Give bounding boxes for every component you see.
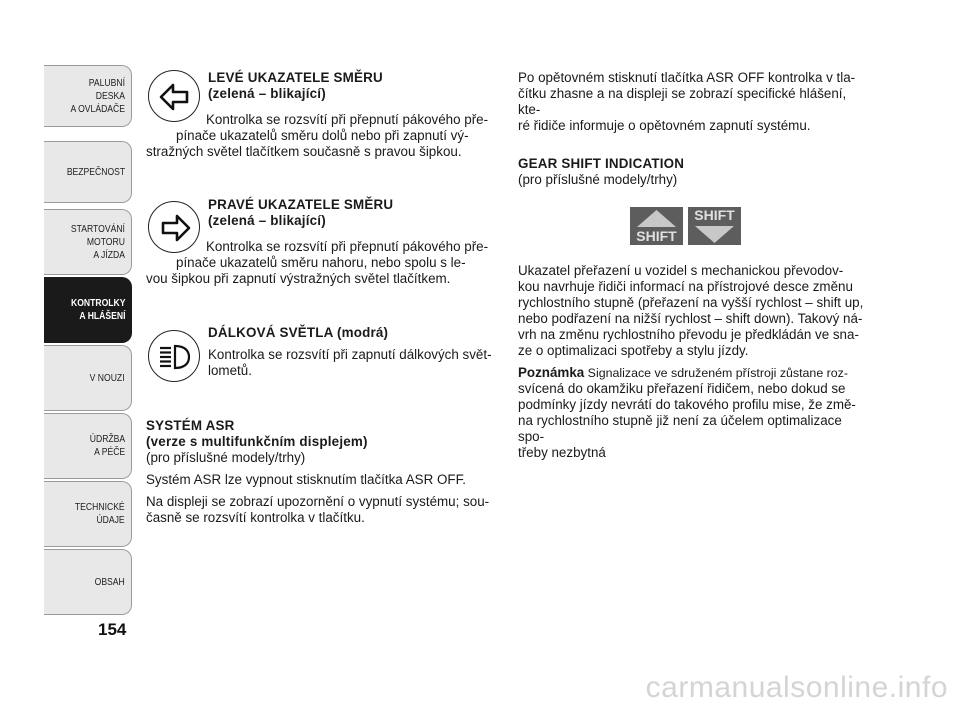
tab-label: V NOUZI — [90, 371, 125, 384]
page-number: 154 — [98, 620, 127, 639]
asr-intro-2: čítku zhasne a na displeji se zobrazí specifické hlášení, kte- — [518, 86, 847, 117]
turn-right-text-1: Kontrolka se rozsvítí při přepnutí pákového pře- — [206, 239, 489, 254]
tab-kontrolky[interactable] — [44, 277, 132, 343]
asr-intro-1: Po opětovném stisknutí tlačítka ASR OFF kontrolka v tla- — [518, 70, 856, 85]
turn-left-text-1: Kontrolka se rozsvítí při přepnutí pákového pře- — [206, 112, 489, 127]
tab-v-nouzi[interactable] — [44, 345, 132, 411]
tab-palubni-deska[interactable] — [44, 65, 132, 127]
asr-title: SYSTÉM ASR — [146, 418, 235, 433]
turn-left-text-2: pínače ukazatelů směru dolů nebo při zapnutí vý- — [176, 128, 469, 143]
asr-intro-3: ré řidiče informuje o opětovném zapnutí systému. — [518, 118, 811, 133]
gsi-desc-6: ze o optimalizaci spotřeby a stylu jízdy. — [518, 343, 749, 358]
shift-up-icon — [630, 207, 683, 245]
turn-left-subtitle: (zelená – blikající) — [208, 86, 326, 101]
tab-technicke[interactable] — [44, 481, 132, 547]
tab-obsah[interactable] — [44, 549, 132, 615]
turn-left-title: LEVÉ UKAZATELE SMĚRU — [208, 70, 383, 85]
asr-text-2: Na displeji se zobrazí upozornění o vypnutí systému; sou- — [146, 494, 490, 509]
gsi-desc-3: rychlostního stupně (přeřazení na vyšší rychlost – shift up, — [518, 295, 864, 310]
gsi-note-line-4: na rychlostního stupně již není za účelem optimalizace spo- — [518, 413, 842, 444]
tab-udrzba[interactable] — [44, 413, 132, 479]
shift-down-label: SHIFT — [694, 207, 735, 223]
asr-subtitle: (verze s multifunkčním displejem) — [146, 434, 368, 449]
tab-startovani[interactable] — [44, 209, 132, 275]
tab-label: TECHNICKÉ ÚDAJE — [75, 501, 125, 526]
gsi-note-line-2: svícená do okamžiku přeřazení řidičem, nebo dokud se — [518, 381, 846, 396]
note-label: Poznámka — [518, 365, 585, 380]
tab-label: BEZPEČNOST — [66, 165, 125, 178]
gsi-title: GEAR SHIFT INDICATION — [518, 156, 685, 171]
gsi-note: (pro příslušné modely/trhy) — [518, 172, 678, 187]
tab-label: KONTROLKY A HLÁŠENÍ — [70, 297, 125, 322]
turn-right-title: PRAVÉ UKAZATELE SMĚRU — [208, 197, 394, 212]
gsi-desc-2: kou navrhuje řidiči informací na přístrojové desce změnu — [518, 279, 853, 294]
high-beam-text-2: lometů. — [208, 363, 252, 378]
note-first: Signalizace ve sdruženém přístroji zůstane roz- — [584, 366, 848, 380]
turn-right-text-2: pínače ukazatelů směru nahoru, nebo spolu s le- — [176, 255, 466, 270]
asr-note: (pro příslušné modely/trhy) — [146, 450, 306, 465]
shift-up-label: SHIFT — [636, 228, 677, 244]
tab-bezpecnost[interactable] — [44, 141, 132, 203]
tab-label: ÚDRŽBA A PÉČE — [89, 433, 125, 458]
asr-text-1: Systém ASR lze vypnout stisknutím tlačítka ASR OFF. — [146, 472, 466, 487]
gsi-note-line-1 — [518, 365, 870, 381]
gsi-note-line-5: třeby nezbytná — [518, 445, 606, 460]
turn-right-text-3: vou šipkou při zapnutí výstražných světel tlačítkem. — [146, 271, 451, 286]
high-beam-icon — [148, 330, 200, 382]
shift-down-icon — [688, 207, 741, 245]
gsi-desc-4: nebo podřazení na nižší rychlost – shift down). Takový ná- — [518, 311, 863, 326]
gsi-desc-5: vrh na změnu rychlostního převodu je předkládán ve sna- — [518, 327, 859, 342]
asr-text-3: časně se rozsvítí kontrolka v tlačítku. — [146, 510, 365, 525]
turn-left-text-3: stražných světel tlačítkem současně s pravou šipkou. — [146, 144, 462, 159]
tab-label: STARTOVÁNÍ MOTORU A JÍZDA — [70, 222, 125, 261]
high-beam-text-1: Kontrolka se rozsvítí při zapnutí dálkových svět- — [208, 347, 492, 362]
gsi-note-line-3: podmínky jízdy nevrátí do takového profilu mise, že změ- — [518, 397, 856, 412]
tab-label: OBSAH — [94, 575, 125, 588]
high-beam-title: DÁLKOVÁ SVĚTLA (modrá) — [208, 325, 389, 340]
tab-label: PALUBNÍ DESKA A OVLÁDAČE — [70, 76, 125, 115]
turn-right-subtitle: (zelená – blikající) — [208, 213, 326, 228]
watermark: carmanualsonline.info — [645, 671, 948, 704]
gsi-desc-1: Ukazatel přeřazení u vozidel s mechanickou převodov- — [518, 263, 844, 278]
